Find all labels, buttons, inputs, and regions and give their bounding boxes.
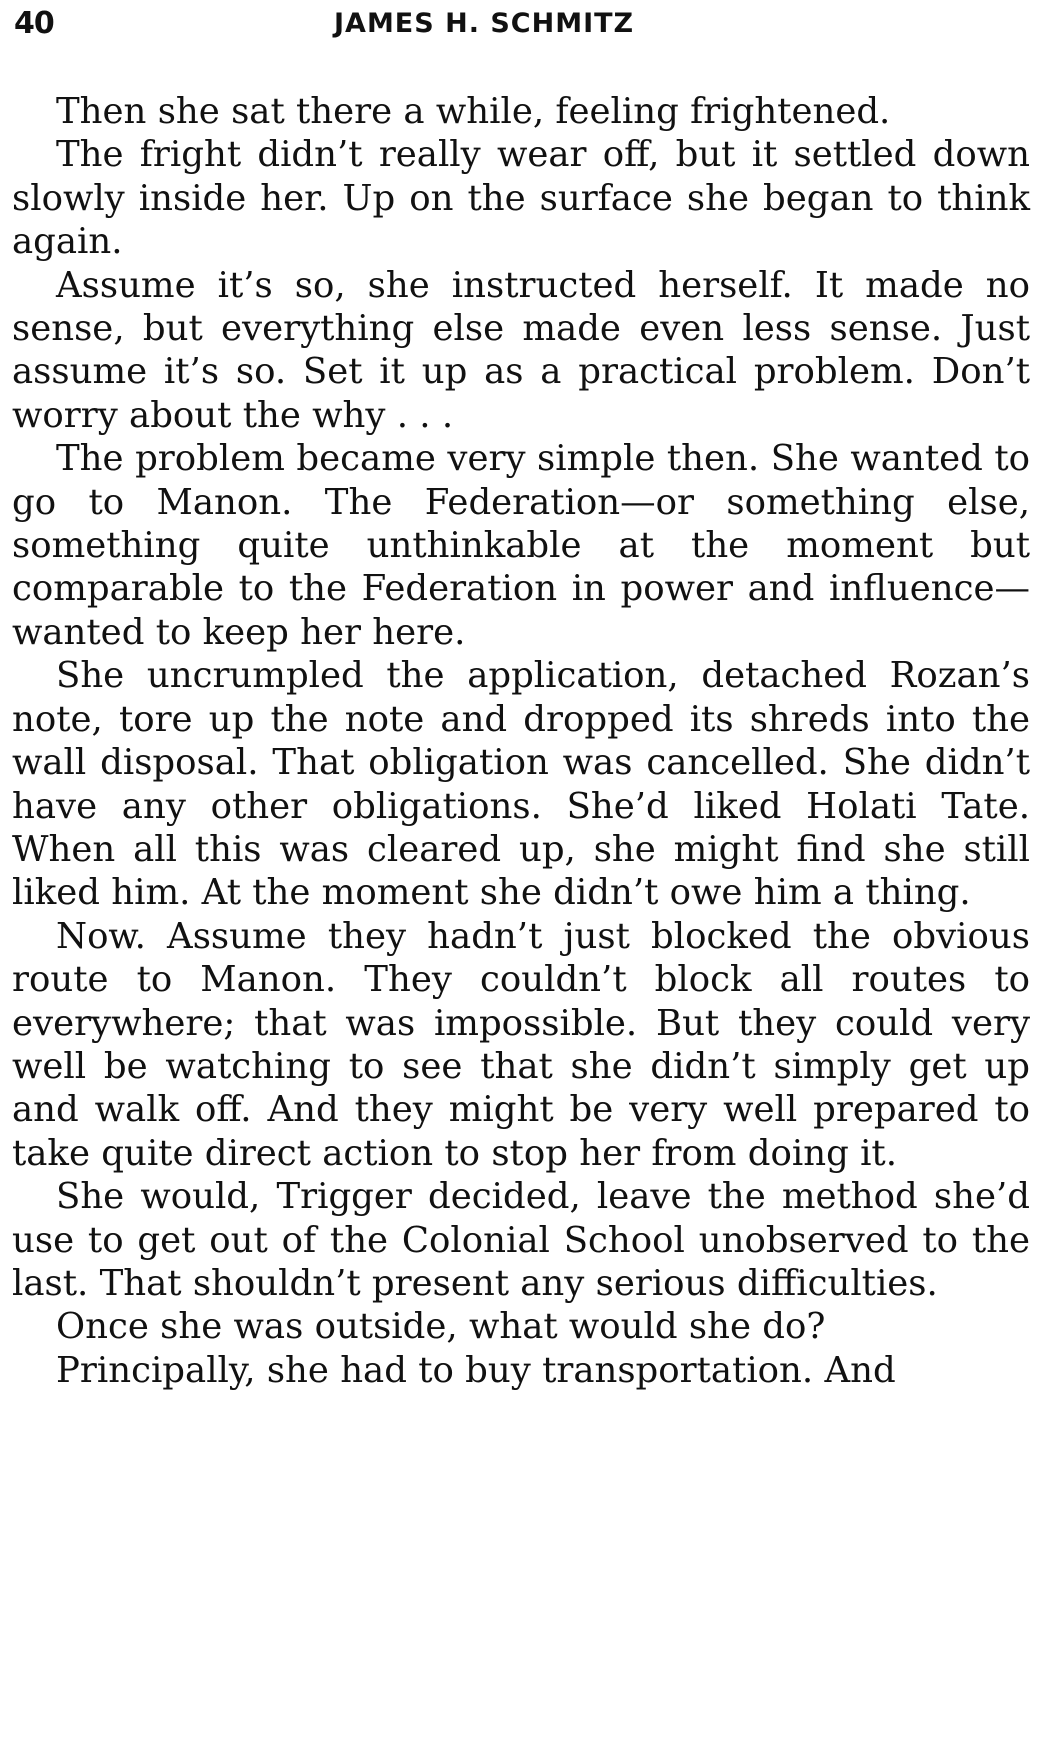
body-text (12, 90, 1030, 1392)
paragraph: Now. Assume they hadn’t just blocked the obvious route to Manon. They couldn’t block all routes to everywhere; that was impossible. But they could very well be watching to see that she didn’t simply get up and walk off. And they might be very well prepared to take quite direct action to stop her from doing it. (12, 915, 1030, 1174)
paragraph: She would, Trigger decided, leave the method she’d use to get out of the Colonial School unobserved to the last. That shouldn’t present any serious difficulties. (12, 1176, 1030, 1304)
paragraph: Principally, she had to buy transportation. And (56, 1349, 896, 1391)
running-head: JAMES H. SCHMITZ (334, 8, 635, 39)
paragraph: Once she was outside, what would she do? (56, 1306, 826, 1348)
paragraph: The problem became very simple then. She wanted to go to Manon. The Federation—or something else, something quite unthinkable at the moment but comparable to the Federation in power and influence—wanted to keep her here. (12, 438, 1030, 653)
paragraph: Assume it’s so, she instructed herself. It made no sense, but everything else made even less sense. Just assume it’s so. Set it up as a practical problem. Don’t worry about the why . . . (12, 264, 1030, 436)
page-header (14, 6, 1024, 46)
page-number: 40 (14, 6, 54, 41)
paragraph: She uncrumpled the application, detached Rozan’s note, tore up the note and dropped its shreds into the wall disposal. That obligation was cancelled. She didn’t have any other obligations. She’d liked Holati Tate. When all this was cleared up, she might find she still liked him. At the moment she didn’t owe him a thing. (12, 655, 1030, 914)
paragraph: The fright didn’t really wear off, but it settled down slowly inside her. Up on the surface she began to think again. (12, 134, 1030, 263)
paragraph: Then she sat there a while, feeling frightened. (56, 91, 891, 132)
